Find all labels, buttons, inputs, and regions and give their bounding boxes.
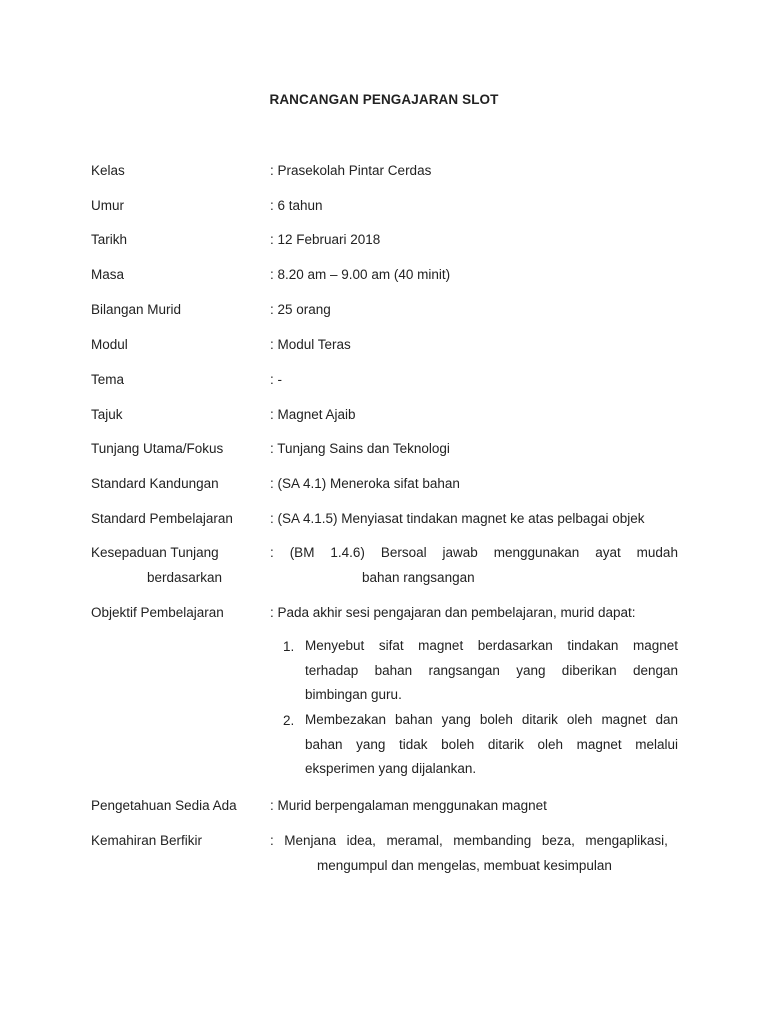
field-value: : - <box>270 372 282 387</box>
field-value: : Prasekolah Pintar Cerdas <box>270 163 432 178</box>
field-value-line2: mengumpul dan mengelas, membuat kesimpulan <box>317 858 612 873</box>
field-value: : 25 orang <box>270 302 331 317</box>
field-label: Tema <box>91 372 125 387</box>
field-value-line2: bahan rangsangan <box>362 570 475 585</box>
value-word: meramal, <box>386 833 443 848</box>
field-label: Kesepaduan Tunjang <box>91 545 219 560</box>
value-word: beza, <box>541 833 575 848</box>
field-label: Standard Kandungan <box>91 476 219 491</box>
field-label: Modul <box>91 337 128 352</box>
field-label: Kelas <box>91 163 125 178</box>
value-word: : <box>270 833 274 848</box>
field-value: : 12 Februari 2018 <box>270 232 381 247</box>
field-value: : Murid berpengalaman menggunakan magnet <box>270 798 547 813</box>
field-label: Bilangan Murid <box>91 302 182 317</box>
field-label: Pengetahuan Sedia Ada <box>91 798 237 813</box>
value-word: mudah <box>636 545 678 560</box>
value-word: : <box>270 545 274 560</box>
value-word: mengaplikasi, <box>585 833 668 848</box>
field-value: : Tunjang Sains dan Teknologi <box>270 441 450 456</box>
field-value: : Magnet Ajaib <box>270 407 356 422</box>
field-value-line1 <box>270 545 678 560</box>
field-label-continuation: berdasarkan <box>147 570 223 585</box>
value-word: Menjana <box>284 833 337 848</box>
field-value-line1 <box>270 833 668 848</box>
field-label: Standard Pembelajaran <box>91 511 233 526</box>
value-word: menggunakan <box>493 545 580 560</box>
document-title: RANCANGAN PENGAJARAN SLOT <box>269 92 499 107</box>
field-value: : 6 tahun <box>270 198 323 213</box>
field-value: : Modul Teras <box>270 337 351 352</box>
field-label: Masa <box>91 267 125 282</box>
value-word: (BM <box>289 545 315 560</box>
value-word: Bersoal <box>380 545 427 560</box>
list-number: 1. <box>283 639 295 654</box>
value-word: idea, <box>346 833 376 848</box>
field-label: Tunjang Utama/Fokus <box>91 441 224 456</box>
field-label: Tajuk <box>91 407 123 422</box>
value-word: jawab <box>442 545 478 560</box>
field-label: Umur <box>91 198 124 213</box>
value-word: ayat <box>595 545 621 560</box>
list-text: Menyebut sifat magnet berdasarkan tindakan magnet terhadap bahan rangsangan yang diberikan dengan bimbingan guru. <box>305 638 678 702</box>
field-value: : (SA 4.1.5) Menyiasat tindakan magnet ke atas pelbagai objek <box>270 511 645 526</box>
field-label: Tarikh <box>91 232 128 247</box>
field-value: : 8.20 am – 9.00 am (40 minit) <box>270 267 451 282</box>
list-number: 2. <box>283 713 295 728</box>
field-label: Kemahiran Berfikir <box>91 833 203 848</box>
field-value: : (SA 4.1) Meneroka sifat bahan <box>270 476 460 491</box>
list-text: Membezakan bahan yang boleh ditarik oleh magnet dan bahan yang tidak boleh ditarik oleh magnet melalui eksperimen yang dijalankan. <box>305 712 678 776</box>
field-value: : Pada akhir sesi pengajaran dan pembelajaran, murid dapat: <box>270 605 636 620</box>
value-word: 1.4.6) <box>330 545 365 560</box>
value-word: membanding <box>453 833 532 848</box>
field-label: Objektif Pembelajaran <box>91 605 224 620</box>
